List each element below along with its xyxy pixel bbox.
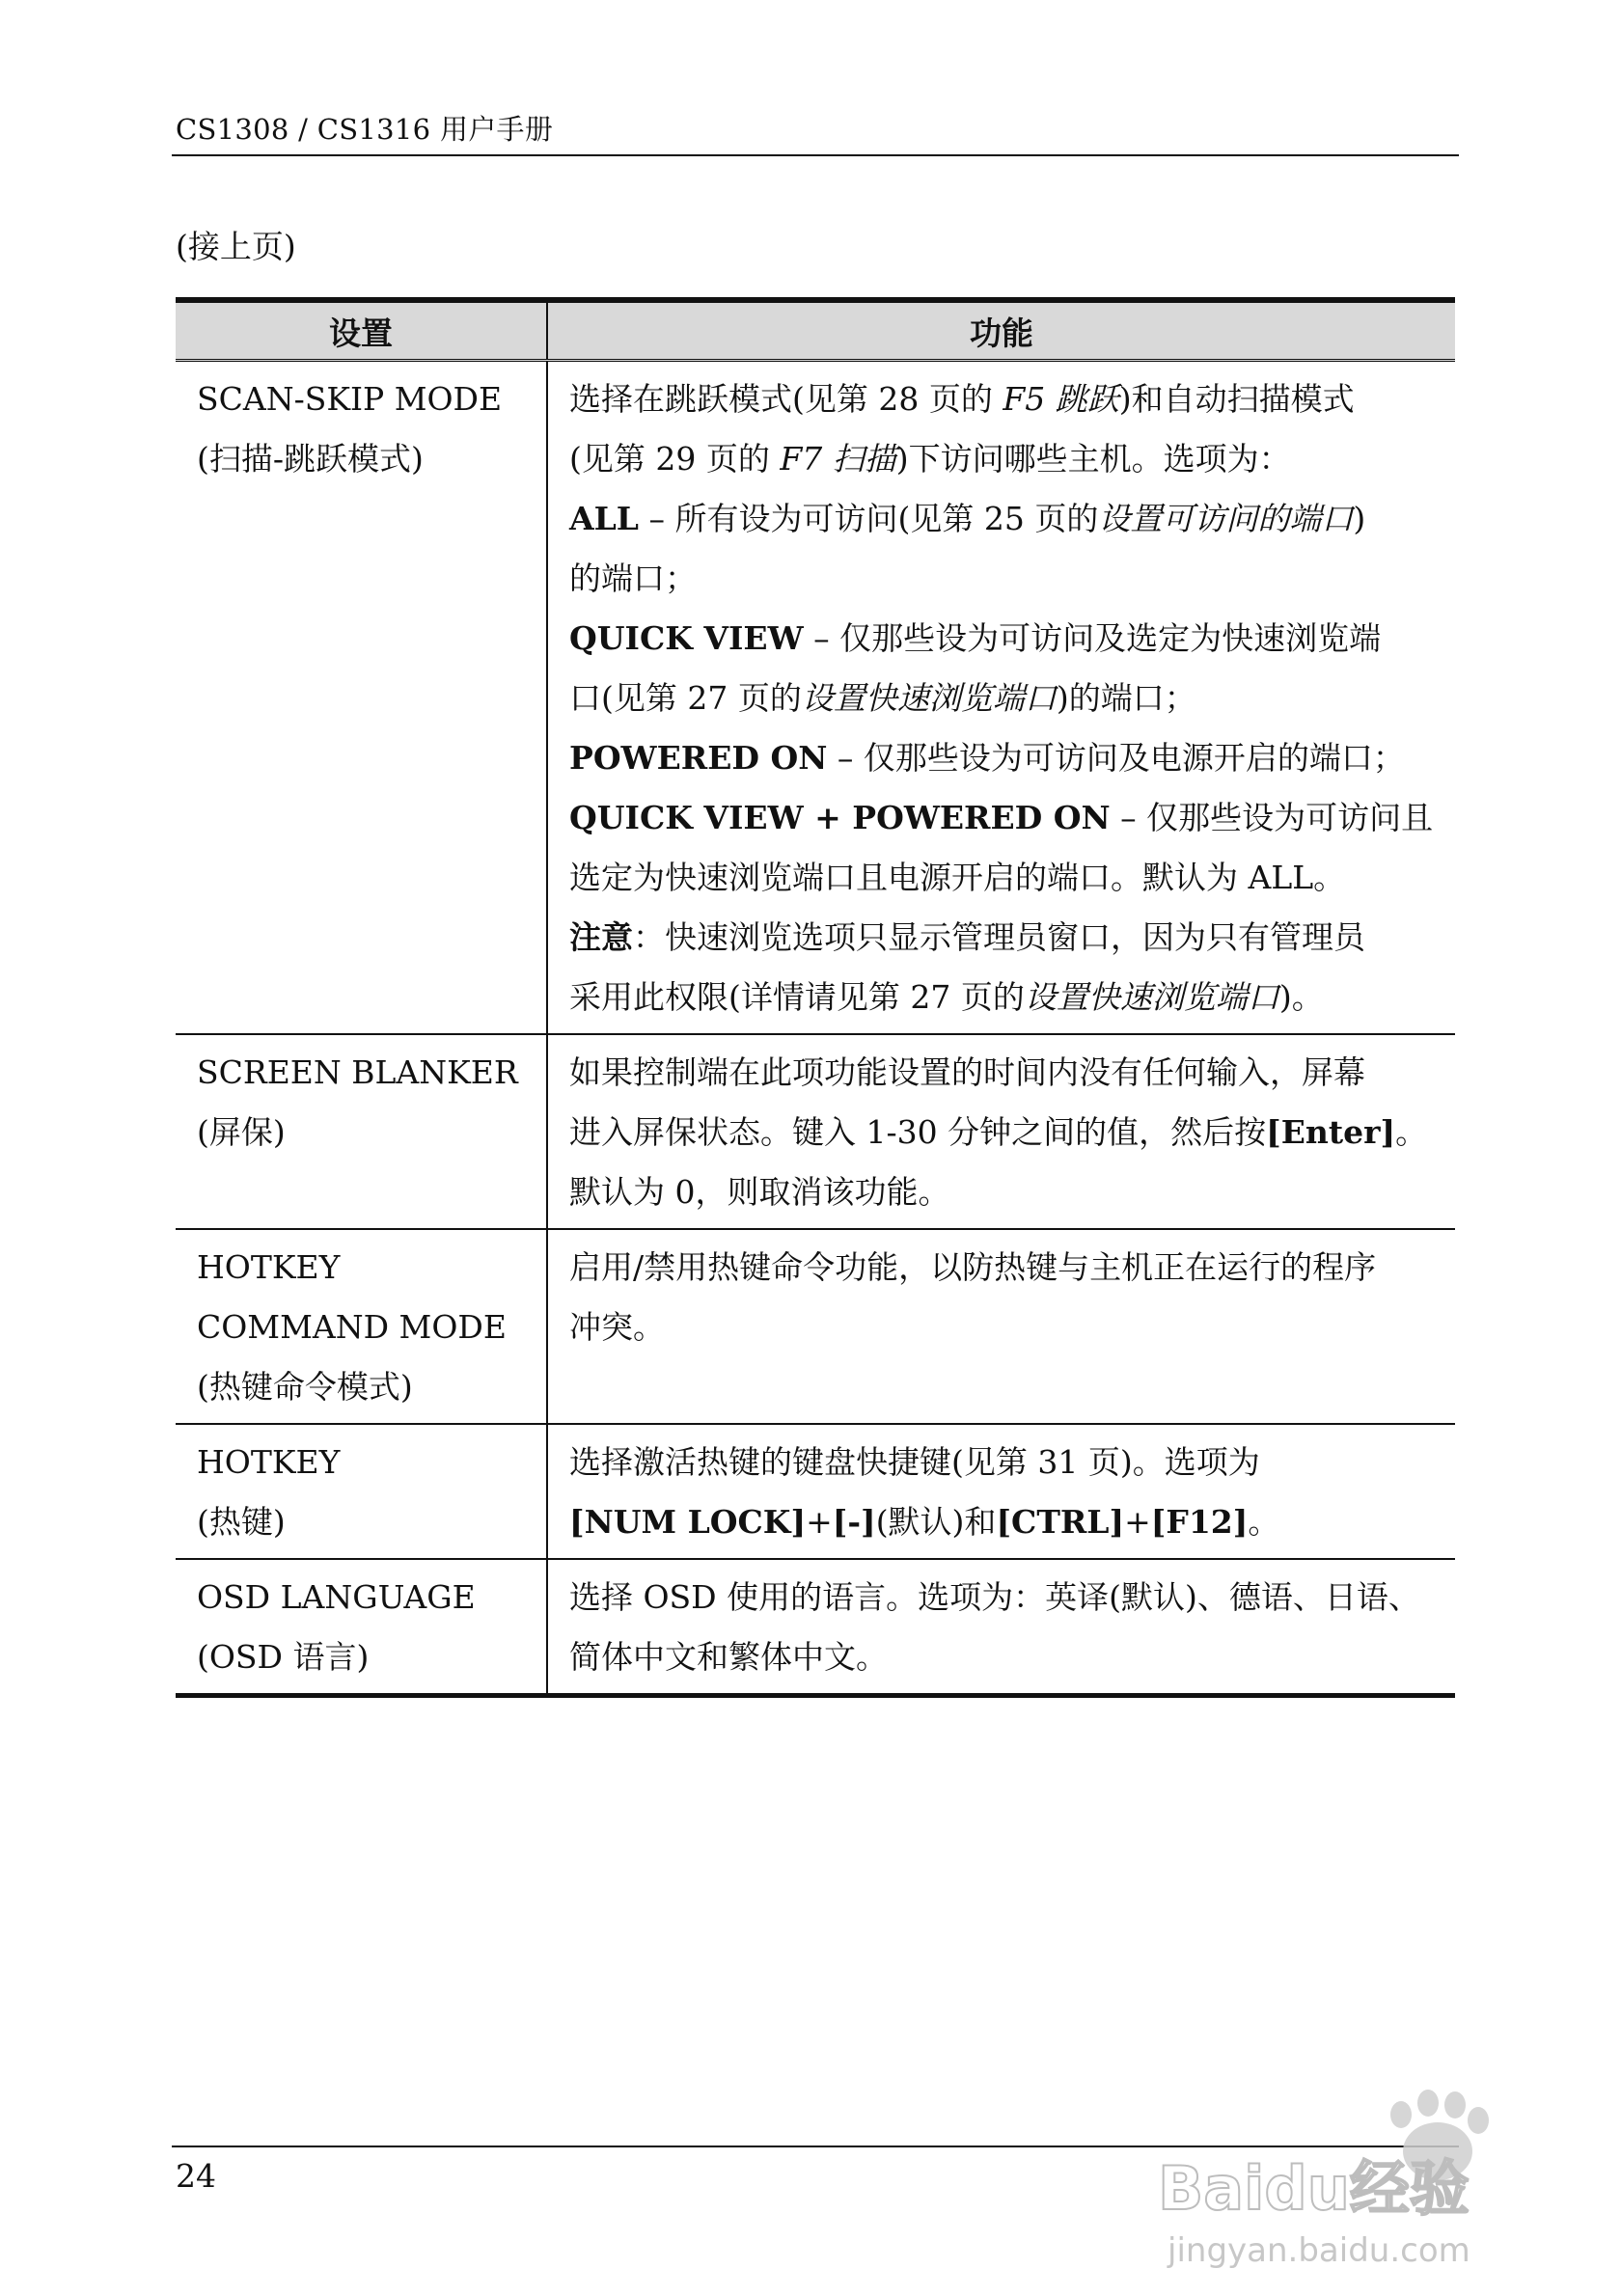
- function-line: 选择 OSD 使用的语言。选项为：英译(默认)、德语、日语、: [569, 1578, 1420, 1616]
- function-line: 的端口；: [569, 560, 697, 597]
- table-row: [176, 1559, 1455, 1696]
- function-line: 冲突。: [569, 1308, 665, 1346]
- setting-line: SCAN-SKIP MODE: [197, 380, 503, 418]
- setting-line: (热键命令模式): [197, 1368, 413, 1406]
- function-line: 选择激活热键的键盘快捷键(见第 31 页)。选项为: [569, 1443, 1260, 1481]
- function-cell: [547, 1559, 1455, 1696]
- setting-line: (OSD 语言): [197, 1638, 370, 1676]
- setting-line: OSD LANGUAGE: [197, 1578, 476, 1616]
- function-line: 采用此权限(详情请见第 27 页的设置快速浏览端口)。: [569, 978, 1324, 1016]
- page-header-title: CS1308 / CS1316 用户手册: [176, 113, 554, 146]
- setting-line: (屏保): [197, 1113, 286, 1151]
- settings-table: [176, 303, 1455, 1698]
- setting-line: COMMAND MODE: [197, 1308, 507, 1346]
- function-line: 选定为快速浏览端口且电源开启的端口。默认为 ALL。: [569, 859, 1346, 896]
- header-function: 功能: [547, 303, 1455, 361]
- baidu-watermark-logo: [1148, 2084, 1553, 2277]
- setting-line: (热键): [197, 1503, 286, 1541]
- function-line: ALL – 所有设为可访问(见第 25 页的设置可访问的端口): [569, 500, 1366, 537]
- setting-line: (扫描-跳跃模式): [197, 440, 424, 478]
- setting-cell: [176, 1424, 547, 1559]
- setting-cell: [176, 1229, 547, 1424]
- header-setting: 设置: [176, 303, 547, 361]
- function-line: [NUM LOCK]+[-](默认)和[CTRL]+[F12]。: [569, 1503, 1280, 1541]
- function-cell: [547, 361, 1455, 1035]
- function-line: 简体中文和繁体中文。: [569, 1638, 888, 1676]
- function-cell: [547, 1229, 1455, 1424]
- header-rule: [172, 154, 1459, 156]
- function-cell: [547, 1424, 1455, 1559]
- continued-note: (接上页): [176, 228, 296, 265]
- watermark-url: jingyan.baidu.com: [1168, 2231, 1470, 2270]
- setting-cell: [176, 1034, 547, 1229]
- function-line: 默认为 0，则取消该功能。: [569, 1173, 950, 1211]
- setting-line: HOTKEY: [197, 1248, 341, 1286]
- setting-cell: [176, 1559, 547, 1696]
- watermark-brand: Baidu经验: [1158, 2153, 1470, 2224]
- function-line: 选择在跳跃模式(见第 28 页的 F5 跳跃)和自动扫描模式: [569, 380, 1355, 418]
- table-row: [176, 1424, 1455, 1559]
- function-line: 口(见第 27 页的设置快速浏览端口)的端口；: [569, 679, 1196, 717]
- table-row: [176, 361, 1455, 1035]
- function-line: 如果控制端在此项功能设置的时间内没有任何输入，屏幕: [569, 1053, 1365, 1091]
- function-line: QUICK VIEW + POWERED ON – 仅那些设为可访问且: [569, 799, 1434, 836]
- table-header-row: [176, 303, 1455, 361]
- function-cell: [547, 1034, 1455, 1229]
- function-line: 启用/禁用热键命令功能，以防热键与主机正在运行的程序: [569, 1248, 1377, 1286]
- setting-cell: [176, 361, 547, 1035]
- setting-line: SCREEN BLANKER: [197, 1053, 518, 1091]
- function-line: 进入屏保状态。键入 1-30 分钟之间的值，然后按[Enter]。: [569, 1113, 1428, 1151]
- settings-table-wrapper: [176, 297, 1455, 1698]
- function-line: (见第 29 页的 F7 扫描)下访问哪些主机。选项为：: [569, 440, 1291, 478]
- setting-line: HOTKEY: [197, 1443, 341, 1481]
- function-line: POWERED ON – 仅那些设为可访问及电源开启的端口；: [569, 739, 1405, 777]
- table-row: [176, 1229, 1455, 1424]
- table-row: [176, 1034, 1455, 1229]
- page-number: 24: [176, 2157, 216, 2195]
- function-line: QUICK VIEW – 仅那些设为可访问及选定为快速浏览端: [569, 619, 1382, 657]
- function-line: 注意：快速浏览选项只显示管理员窗口，因为只有管理员: [569, 918, 1365, 956]
